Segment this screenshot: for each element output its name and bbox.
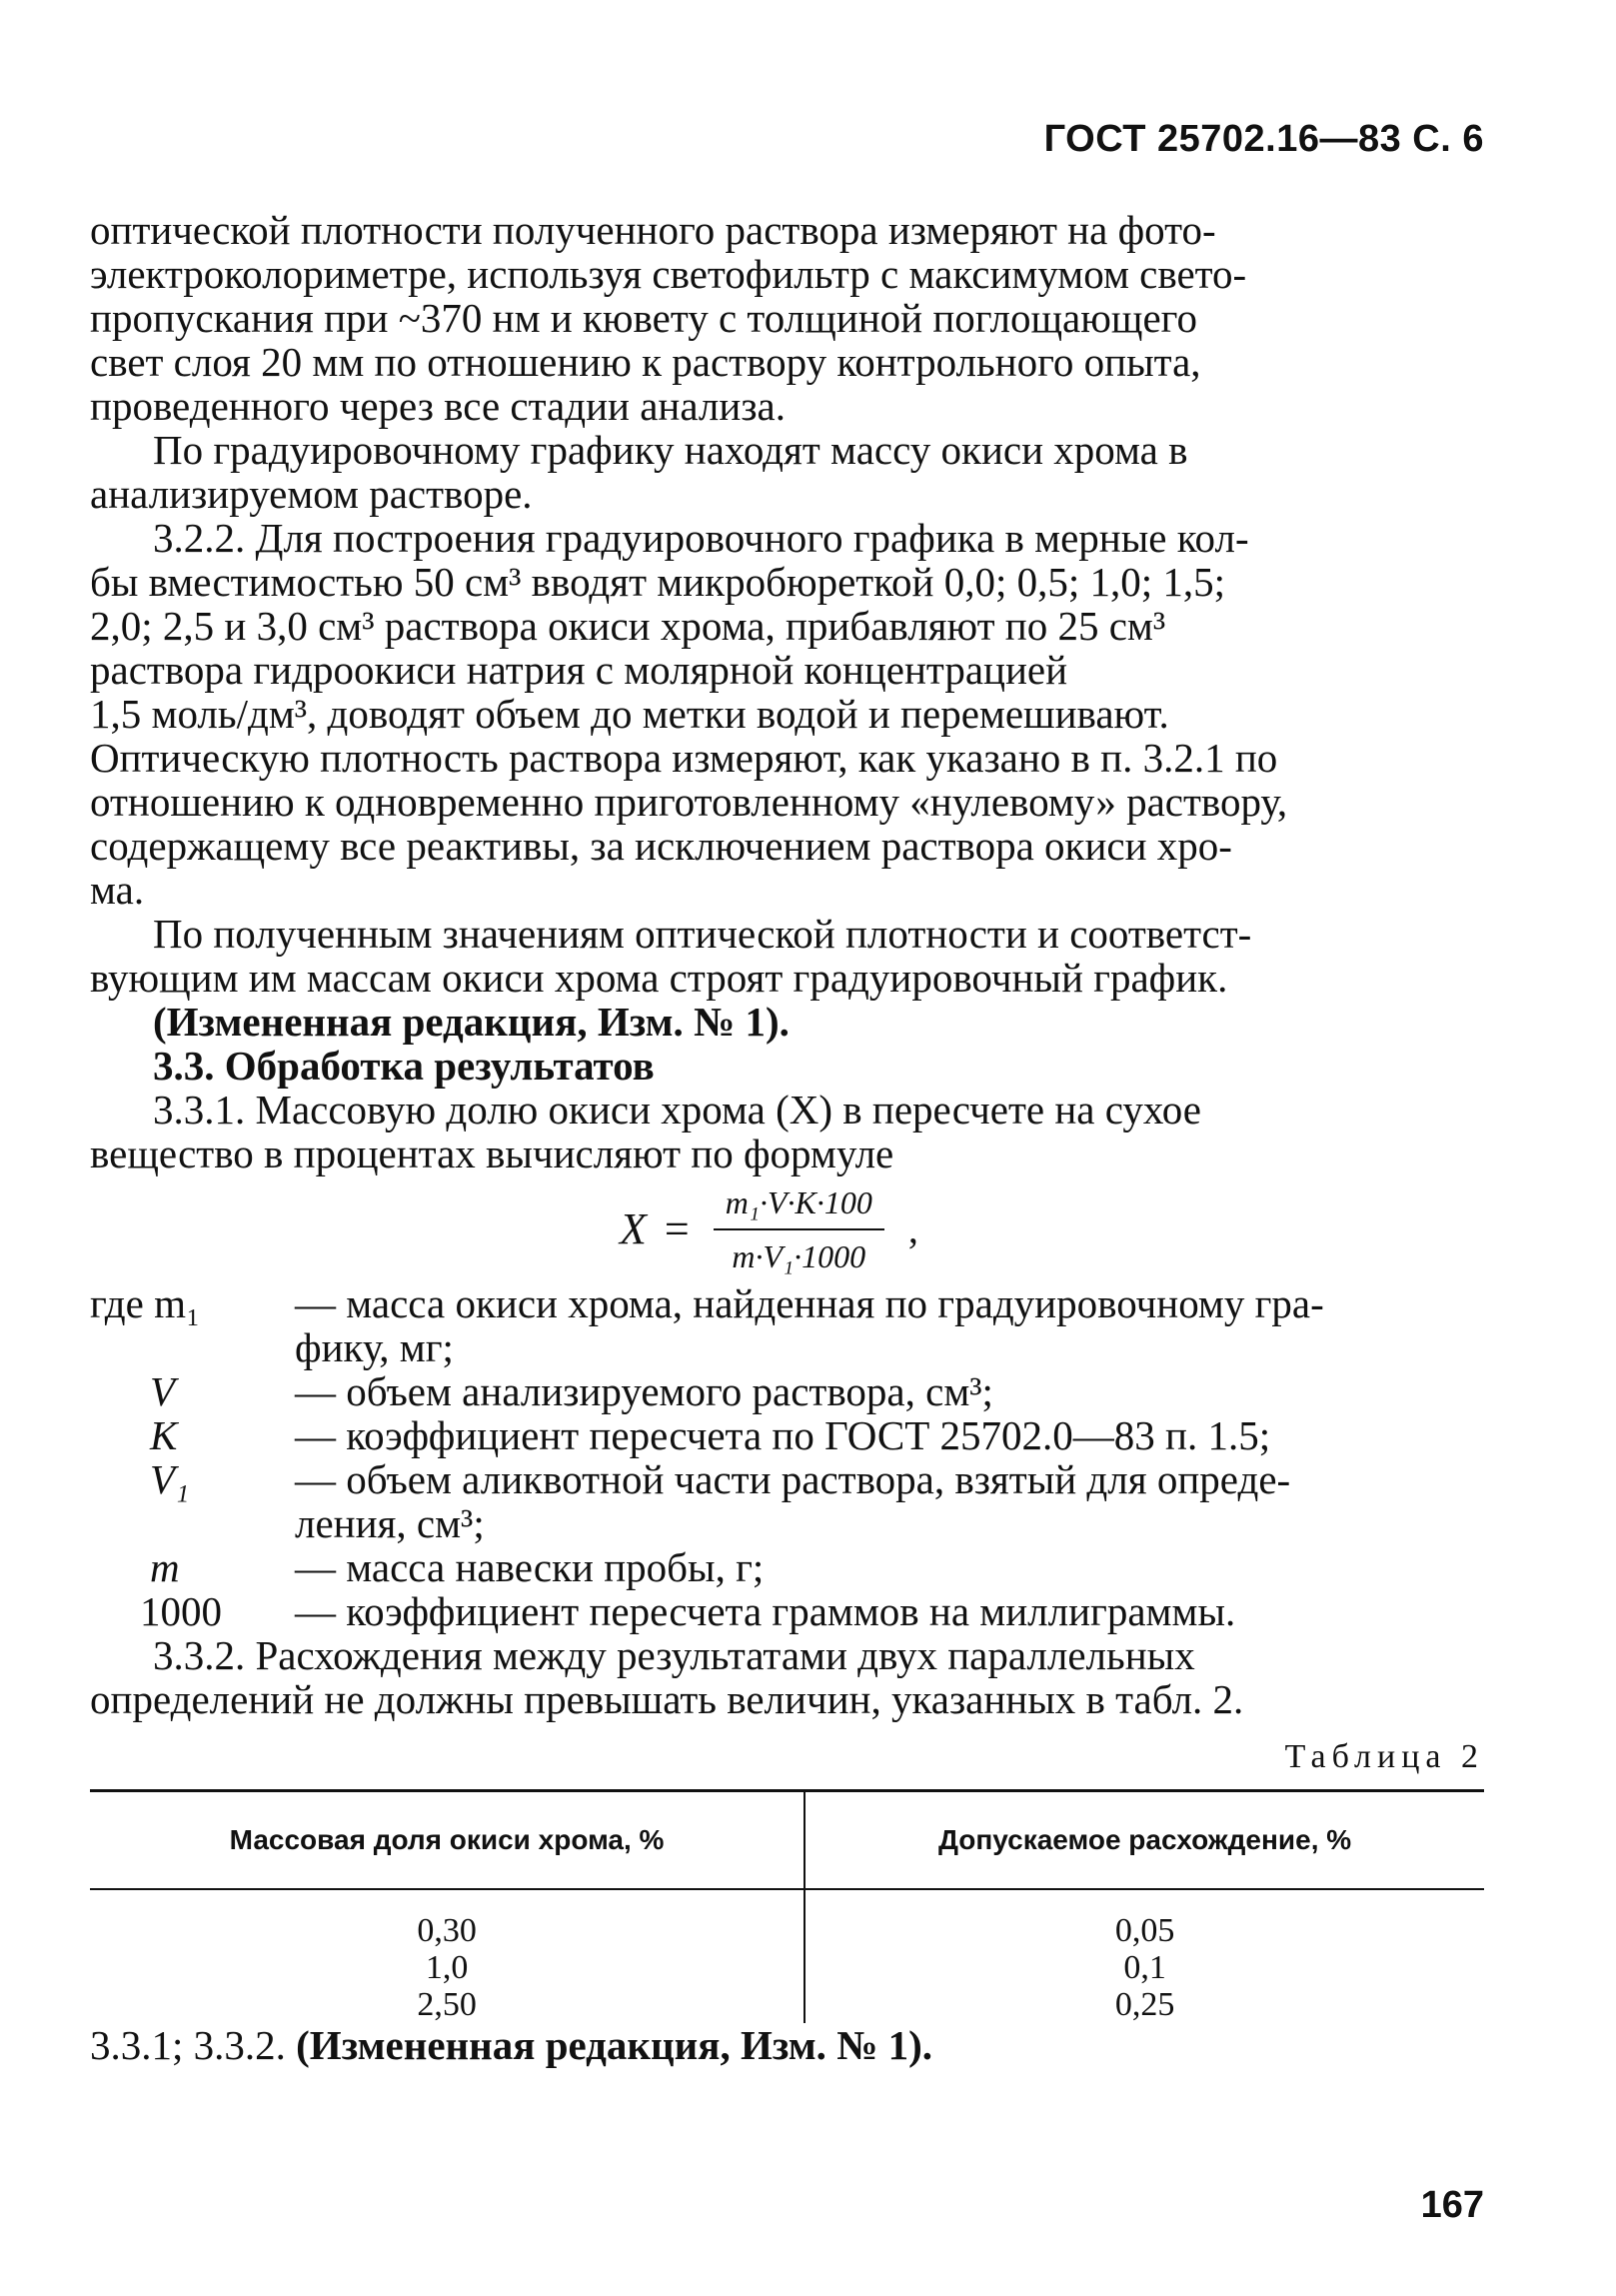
paragraph-line: ма. xyxy=(90,867,145,913)
formula-equals: = xyxy=(664,1204,690,1253)
formula-comma: , xyxy=(907,1206,918,1251)
cell-value: 0,25 xyxy=(1114,1986,1175,2023)
paragraph-line: вующим им массам окиси хрома строят градуировочный график. xyxy=(90,955,1228,1001)
paragraph-line: оптической плотности полученного раствора измеряют на фото- xyxy=(90,207,1216,253)
definition-text: — масса окиси хрома, найденная по градуировочному гра- xyxy=(295,1280,1324,1326)
section-heading: 3.3. Обработка результатов xyxy=(153,1043,655,1089)
cell-value: 1,0 xyxy=(425,1949,469,1986)
definition-item xyxy=(90,1369,1484,1413)
formula-denominator: m·V₁·1000 xyxy=(732,1238,866,1274)
running-header: ГОСТ 25702.16—83 С. 6 xyxy=(1043,118,1484,160)
cell-value: 0,05 xyxy=(1114,1912,1175,1949)
definition-symbol: m xyxy=(150,1544,180,1590)
definition-text: — масса навески пробы, г; xyxy=(295,1544,765,1590)
paragraph-line: определений не должны превышать величин, указанных в табл. 2. xyxy=(90,1676,1244,1722)
paragraph-line: 3.3.2. Расхождения между результатами двух параллельных xyxy=(153,1632,1195,1678)
paragraph-line: электроколориметре, используя светофильтр с максимумом свето- xyxy=(90,251,1247,297)
amendment-footnote xyxy=(90,2023,1484,2067)
table-caption: Таблица 2 xyxy=(1284,1738,1484,1775)
table-cell xyxy=(90,1889,805,2023)
column-header: Массовая доля окиси хрома, % xyxy=(90,1791,805,1890)
definition-item xyxy=(90,1413,1484,1457)
paragraph-line: По полученным значениям оптической плотности и соответст- xyxy=(153,911,1252,957)
footnote-prefix: 3.3.1; 3.3.2. xyxy=(90,2022,297,2068)
definition-continuation: ления, см³; xyxy=(295,1500,485,1546)
cell-value: 2,50 xyxy=(417,1986,477,2023)
cell-value: 0,30 xyxy=(417,1912,477,1949)
document-body xyxy=(90,208,1484,2067)
paragraph-line: бы вместимостью 50 см³ вводят микробюреткой 0,0; 0,5; 1,0; 1,5; xyxy=(90,559,1226,605)
variable-definitions xyxy=(90,1281,1484,1633)
paragraph-line: Оптическую плотность раствора измеряют, как указано в п. 3.2.1 по xyxy=(90,735,1278,781)
paragraph-line: отношению к одновременно приготовленному «нулевому» раствору, xyxy=(90,779,1288,825)
paragraph-line: раствора гидроокиси натрия с молярной концентрацией xyxy=(90,647,1068,693)
paragraph-line: вещество в процентах вычисляют по формуле xyxy=(90,1131,894,1176)
definition-symbol: где m₁ xyxy=(90,1280,201,1326)
footnote-bold: (Измененная редакция, Изм. № 1). xyxy=(296,2022,933,2068)
definition-symbol: V xyxy=(150,1368,176,1414)
paragraph-line: 1,5 моль/дм³, доводят объем до метки водой и перемешивают. xyxy=(90,691,1169,737)
formula-fraction xyxy=(714,1180,884,1278)
paragraph-line: По градуировочному графику находят массу окиси хрома в xyxy=(153,427,1188,473)
amendment-note: (Измененная редакция, Изм. № 1). xyxy=(153,999,790,1045)
definition-symbol: V₁ xyxy=(150,1456,190,1502)
definition-text: — коэффициент пересчета по ГОСТ 25702.0—83 п. 1.5; xyxy=(295,1412,1271,1458)
definition-text: — объем анализируемого раствора, см³; xyxy=(295,1368,993,1414)
definition-item xyxy=(90,1457,1484,1501)
definition-item xyxy=(90,1281,1484,1325)
paragraph-line: проведенного через все стадии анализа. xyxy=(90,383,786,429)
paragraph-line: содержащему все реактивы, за исключением раствора окиси хро- xyxy=(90,823,1232,869)
cell-value: 0,1 xyxy=(1123,1949,1166,1986)
definition-text: — объем аликвотной части раствора, взятый для опреде- xyxy=(295,1456,1291,1502)
formula-lhs: X xyxy=(620,1204,647,1253)
paragraph-line: пропускания при ~370 нм и кювету с толщиной поглощающего xyxy=(90,295,1197,341)
definition-item xyxy=(90,1589,1484,1633)
paragraph-line: 2,0; 2,5 и 3,0 см³ раствора окиси хрома, прибавляют по 25 см³ xyxy=(90,603,1166,649)
definition-symbol: 1000 xyxy=(140,1588,222,1634)
paragraph-line: анализируемом растворе. xyxy=(90,471,533,517)
document-page xyxy=(90,0,1484,2296)
column-header: Допускаемое расхождение, % xyxy=(805,1791,1484,1890)
paragraph-line: 3.2.2. Для построения градуировочного графика в мерные кол- xyxy=(153,515,1249,561)
definition-item xyxy=(90,1545,1484,1589)
tolerance-table xyxy=(90,1789,1484,2023)
paragraph-line: 3.3.1. Массовую долю окиси хрома (X) в пересчете на сухое xyxy=(153,1087,1202,1133)
table-row xyxy=(90,1889,1484,2023)
formula xyxy=(90,1181,1484,1277)
page-number: 167 xyxy=(1420,2184,1484,2226)
definition-symbol: K xyxy=(150,1412,178,1458)
paragraph-line: свет слоя 20 мм по отношению к раствору контрольного опыта, xyxy=(90,339,1201,385)
table-cell xyxy=(805,1889,1484,2023)
formula-numerator: m₁·V·K·100 xyxy=(714,1180,884,1230)
definition-continuation: фику, мг; xyxy=(295,1324,454,1370)
definition-text: — коэффициент пересчета граммов на миллиграммы. xyxy=(295,1588,1236,1634)
